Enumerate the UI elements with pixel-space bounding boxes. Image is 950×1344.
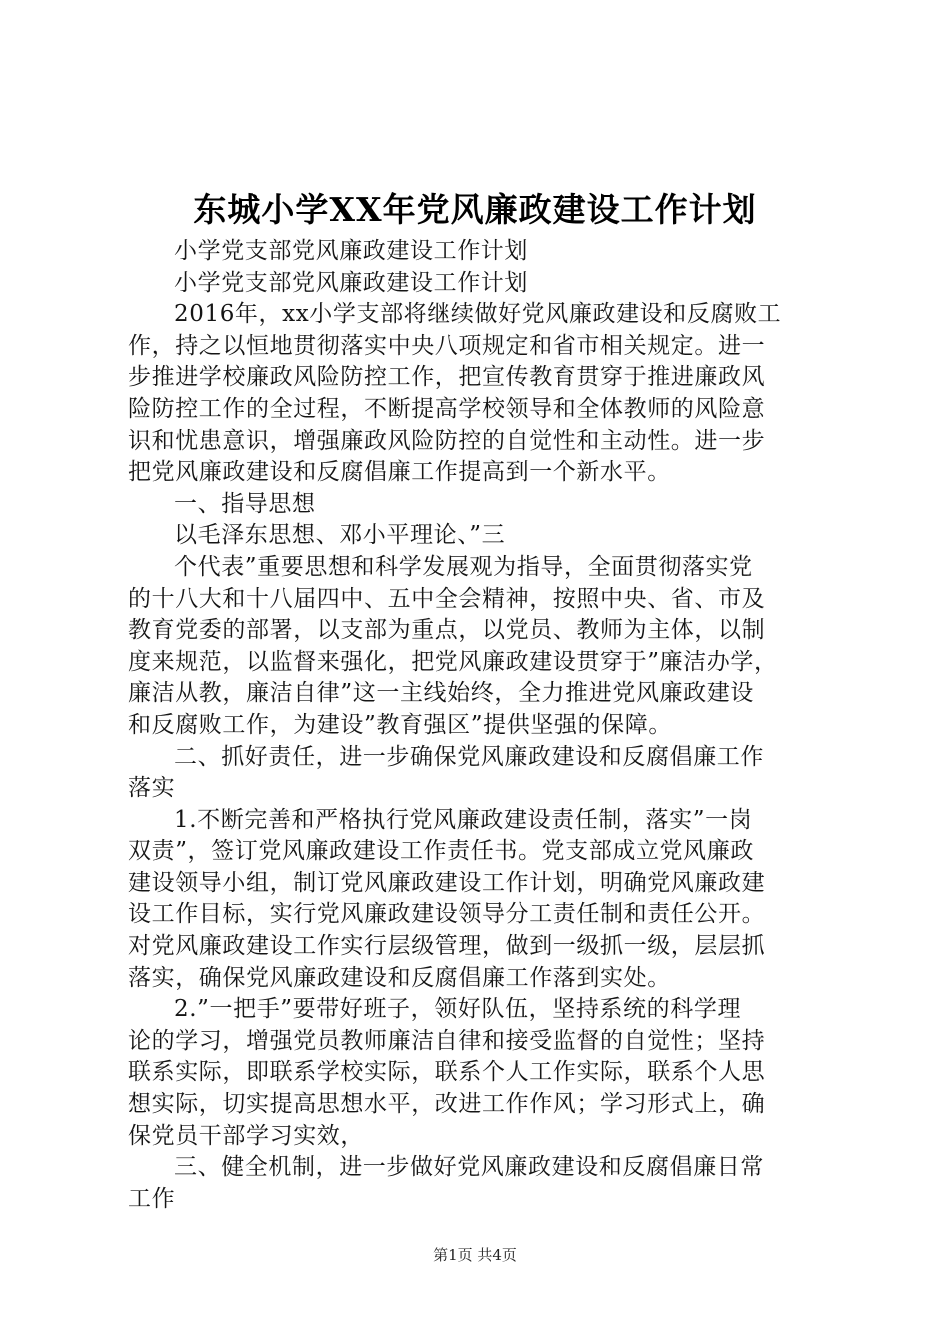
document-body bbox=[128, 236, 840, 1215]
text-line: 把党风廉政建设和反腐倡廉工作提高到一个新水平。 bbox=[128, 459, 671, 486]
text-line: 个代表”重要思想和科学发展观为指导，全面贯彻落实党 bbox=[174, 553, 753, 580]
text-line: 二、抓好责任，进一步确保党风廉政建设和反腐倡廉工作 bbox=[174, 743, 764, 770]
text-line: 双责”，签订党风廉政建设工作责任书。党支部成立党风廉政 bbox=[128, 838, 754, 865]
text-line: 工作 bbox=[128, 1185, 176, 1212]
text-line: 教育党委的部署，以支部为重点，以党员、教师为主体，以制 bbox=[128, 617, 766, 644]
text-line: 三、健全机制，进一步做好党风廉政建设和反腐倡廉日常 bbox=[174, 1154, 764, 1181]
text-line: 落实，确保党风廉政建设和反腐倡廉工作落到实处。 bbox=[128, 964, 671, 991]
text-line: 一、指导思想 bbox=[174, 490, 316, 517]
text-line: 的十八大和十八届四中、五中全会精神，按照中央、省、市及 bbox=[128, 585, 766, 612]
text-line: 建设领导小组，制订党风廉政建设工作计划，明确党风廉政建 bbox=[128, 869, 766, 896]
text-line: 度来规范，以监督来强化，把党风廉政建设贯穿于”廉洁办学， bbox=[128, 648, 778, 675]
text-line: 2.”一把手”要带好班子，领好队伍，坚持系统的科学理 bbox=[174, 996, 742, 1023]
text-line: 险防控工作的全过程，不断提高学校领导和全体教师的风险意 bbox=[128, 395, 766, 422]
text-line: 1.不断完善和严格执行党风廉政建设责任制，落实”一岗 bbox=[174, 806, 753, 833]
text-line: 以毛泽东思想、邓小平理论、”三 bbox=[174, 522, 506, 549]
text-line: 联系实际，即联系学校实际，联系个人工作实际，联系个人思 bbox=[128, 1059, 766, 1086]
text-line: 作，持之以恒地贯彻落实中央八项规定和省市相关规定。进一 bbox=[128, 332, 766, 359]
text-line: 廉洁从教，廉洁自律”这一主线始终，全力推进党风廉政建设 bbox=[128, 680, 754, 707]
text-line: 小学党支部党风廉政建设工作计划 bbox=[174, 238, 528, 264]
text-line: 保党员干部学习实效， bbox=[128, 1122, 364, 1149]
text-line: 步推进学校廉政风险防控工作，把宣传教育贯穿于推进廉政风 bbox=[128, 364, 766, 391]
text-line: 小学党支部党风廉政建设工作计划 bbox=[174, 269, 528, 296]
text-line: 识和忧患意识，增强廉政风险防控的自觉性和主动性。进一步 bbox=[128, 427, 766, 454]
text-line: 设工作目标，实行党风廉政建设领导分工责任制和责任公开。 bbox=[128, 901, 766, 928]
text-line: 和反腐败工作，为建设”教育强区”提供坚强的保障。 bbox=[128, 711, 672, 738]
document-title: 东城小学XX年党风廉政建设工作计划 bbox=[193, 190, 757, 229]
text-line: 2016年，xx小学支部将继续做好党风廉政建设和反腐败工 bbox=[174, 301, 782, 328]
text-line: 对党风廉政建设工作实行层级管理，做到一级抓一级，层层抓 bbox=[128, 933, 766, 960]
text-line: 落实 bbox=[128, 775, 176, 802]
page-footer: 第1页 共4页 bbox=[433, 1246, 517, 1264]
text-line: 论的学习，增强党员教师廉洁自律和接受监督的自觉性；坚持 bbox=[128, 1027, 766, 1054]
text-line: 想实际，切实提高思想水平，改进工作作风；学习形式上，确 bbox=[128, 1091, 766, 1118]
